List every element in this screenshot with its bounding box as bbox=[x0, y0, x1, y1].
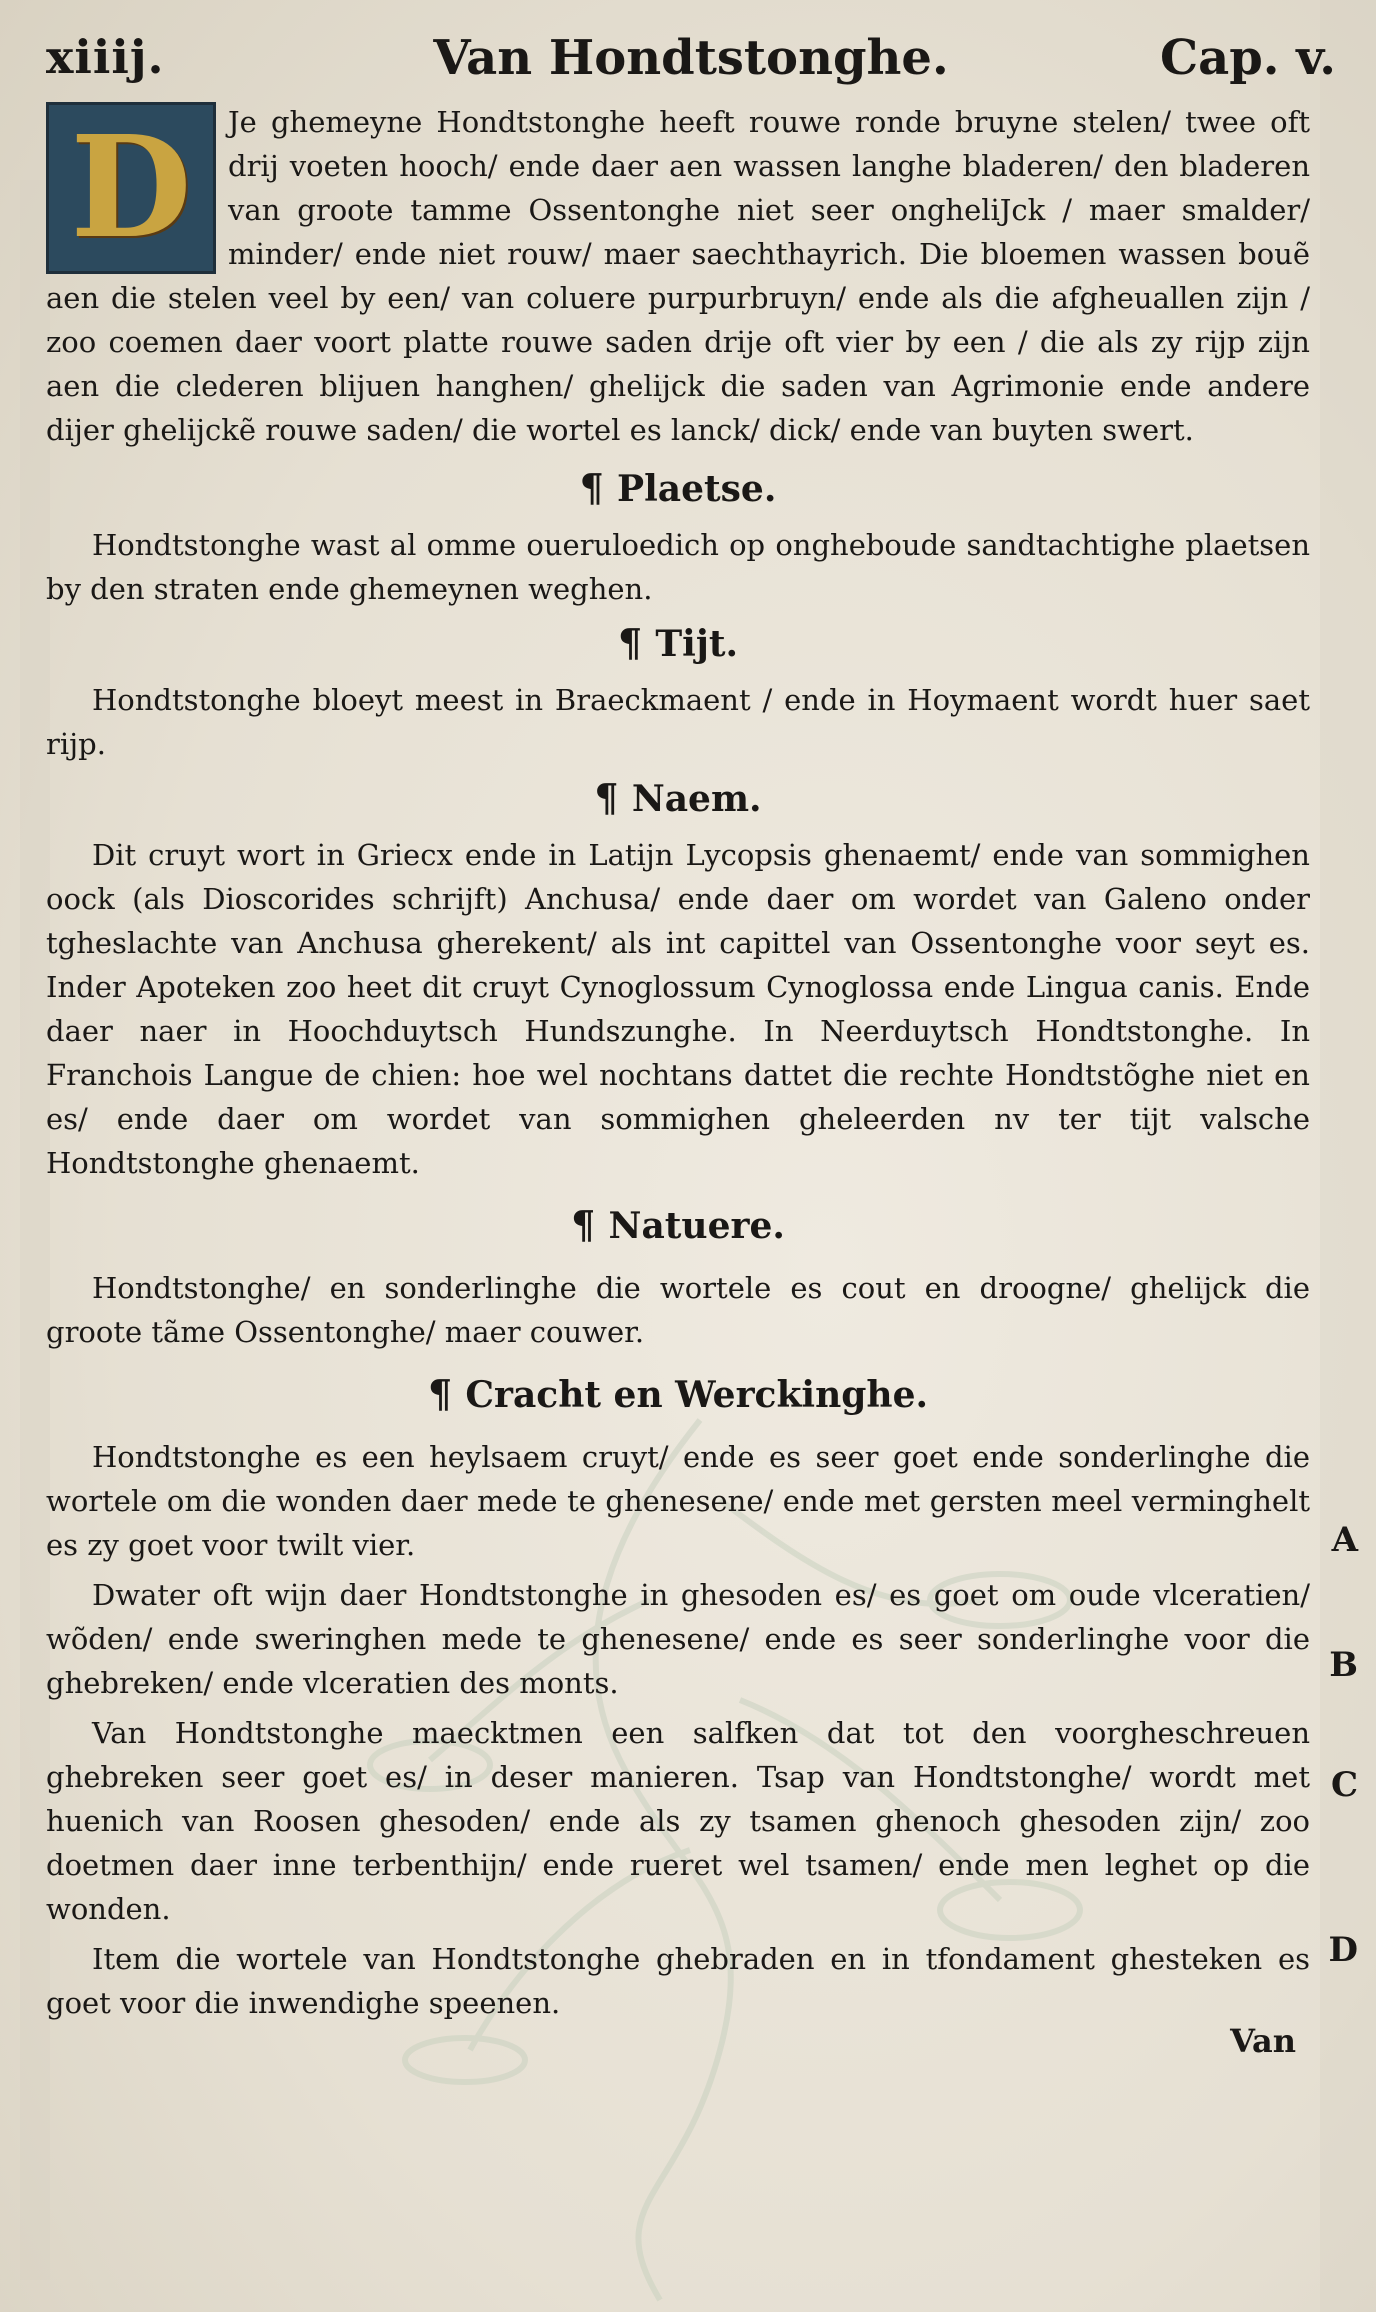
page-header bbox=[46, 22, 1336, 102]
pilcrow-icon: ¶ bbox=[579, 465, 618, 510]
paragraph-natuere: Hondtstonghe/ en sonderlinghe die wortele es cout en droogne/ ghelijck die groote tãme Ossentonghe/ maer couwer. bbox=[46, 1271, 1310, 1349]
text-body bbox=[46, 100, 1310, 2025]
folio-number: xiiij. bbox=[46, 30, 165, 84]
margin-letter-a: A bbox=[1331, 1520, 1358, 1560]
heading-cracht: ¶ Cracht en Werckinghe. bbox=[427, 1371, 929, 1416]
initial-letter: D bbox=[70, 106, 192, 270]
pilcrow-icon: ¶ bbox=[594, 775, 632, 820]
running-title: Van Hondtstonghe. bbox=[433, 30, 949, 86]
heading-tijt: ¶ Tijt. bbox=[617, 620, 739, 665]
paragraph-cracht-c: Van Hondtstonghe maecktmen een salfken dat tot den voorgheschreuen ghebreken seer goet es/ in deser manieren. Tsap van Hondtstonghe/ wordt met huenich van Roosen ghesoden/ ende als zy tsamen ghenoch ghesoden zijn/ zoo doetmen daer inne terbenthijn/ ende rueret wel tsamen/ ende men leghet op die wonden. bbox=[46, 1716, 1310, 1926]
illuminated-initial bbox=[46, 102, 216, 274]
paragraph-tijt: Hondtstonghe bloeyt meest in Braeckmaent / ende in Hoymaent wordt huer saet rijp. bbox=[46, 683, 1310, 761]
margin-letter-d: D bbox=[1328, 1930, 1358, 1970]
heading-natuere: ¶ Natuere. bbox=[571, 1202, 785, 1247]
paragraph-cracht-a: Hondtstonghe es een heylsaem cruyt/ ende es seer goet ende sonderlinghe die wortele om die wonden daer mede te ghenesene/ ende met gersten meel verminghelt es zy goet voor twilt vier. bbox=[46, 1440, 1310, 1562]
chapter-number: Cap. v. bbox=[1159, 30, 1336, 86]
paragraph-naem: Dit cruyt wort in Griecx ende in Latijn Lycopsis ghenaemt/ ende van sommighen oock (als Dioscorides schrijft) Anchusa/ ende daer om wordet van Galeno onder tgheslachte van Anchusa gherekent/ als int capittel van Ossentonghe voor seyt es. Inder Apoteken zoo heet dit cruyt Cynoglossum Cynoglossa ende Lingua canis. Ende daer naer in Hoochduytsch Hundszunghe. In Neerduytsch Hondtstonghe. In Franchois Langue de chien: hoe wel nochtans dattet die rechte Hondtstõghe niet en es/ ende daer om wordet van sommighen gheleerden nv ter tijt valsche Hondtstonghe ghenaemt. bbox=[46, 838, 1310, 1180]
pilcrow-icon: ¶ bbox=[427, 1371, 466, 1416]
pilcrow-icon: ¶ bbox=[571, 1202, 609, 1247]
paragraph-cracht-b: Dwater oft wijn daer Hondtstonghe in ghesoden es/ es goet om oude vlceratien/ wõden/ ende sweringhen mede te ghenesene/ ende es seer sonderlinghe voor die ghebreken/ ende vlceratien des monts. bbox=[46, 1578, 1310, 1700]
margin-letter-b: B bbox=[1329, 1645, 1358, 1685]
heading-naem: ¶ Naem. bbox=[594, 775, 762, 820]
intro-paragraph bbox=[46, 100, 1310, 452]
paragraph-plaetse: Hondtstonghe wast al omme oueruloedich op ongheboude sandtachtighe plaetsen by den straten ende ghemeynen weghen. bbox=[46, 528, 1310, 606]
catchword: Van bbox=[1230, 2022, 1296, 2060]
paragraph-cracht-d: Item die wortele van Hondtstonghe ghebraden en in tfondament ghesteken es goet voor die inwendighe speenen. bbox=[46, 1942, 1310, 2020]
margin-letter-c: C bbox=[1330, 1765, 1358, 1805]
intro-text: Je ghemeyne Hondtstonghe heeft rouwe ronde bruyne stelen/ twee oft drij voeten hooch/ ende daer aen wassen langhe bladeren/ den bladeren van groote tamme Ossentonghe niet seer ongheliJck / maer smalder/ minder/ ende niet rouw/ maer saechthayrich. Die bloemen wassen bouẽ aen die stelen veel by een/ van coluere purpurbruyn/ ende als die afgheuallen zijn / zoo coemen daer voort platte rouwe saden drije oft vier by een / die als zy rijp zijn aen die clederen blijuen hanghen/ ghelijck die saden van Agrimonie ende andere dijer ghelijckẽ rouwe saden/ die wortel es lanck/ dick/ ende van buyten swert. bbox=[46, 105, 1310, 447]
pilcrow-icon: ¶ bbox=[617, 620, 656, 665]
heading-plaetse: ¶ Plaetse. bbox=[579, 465, 777, 510]
